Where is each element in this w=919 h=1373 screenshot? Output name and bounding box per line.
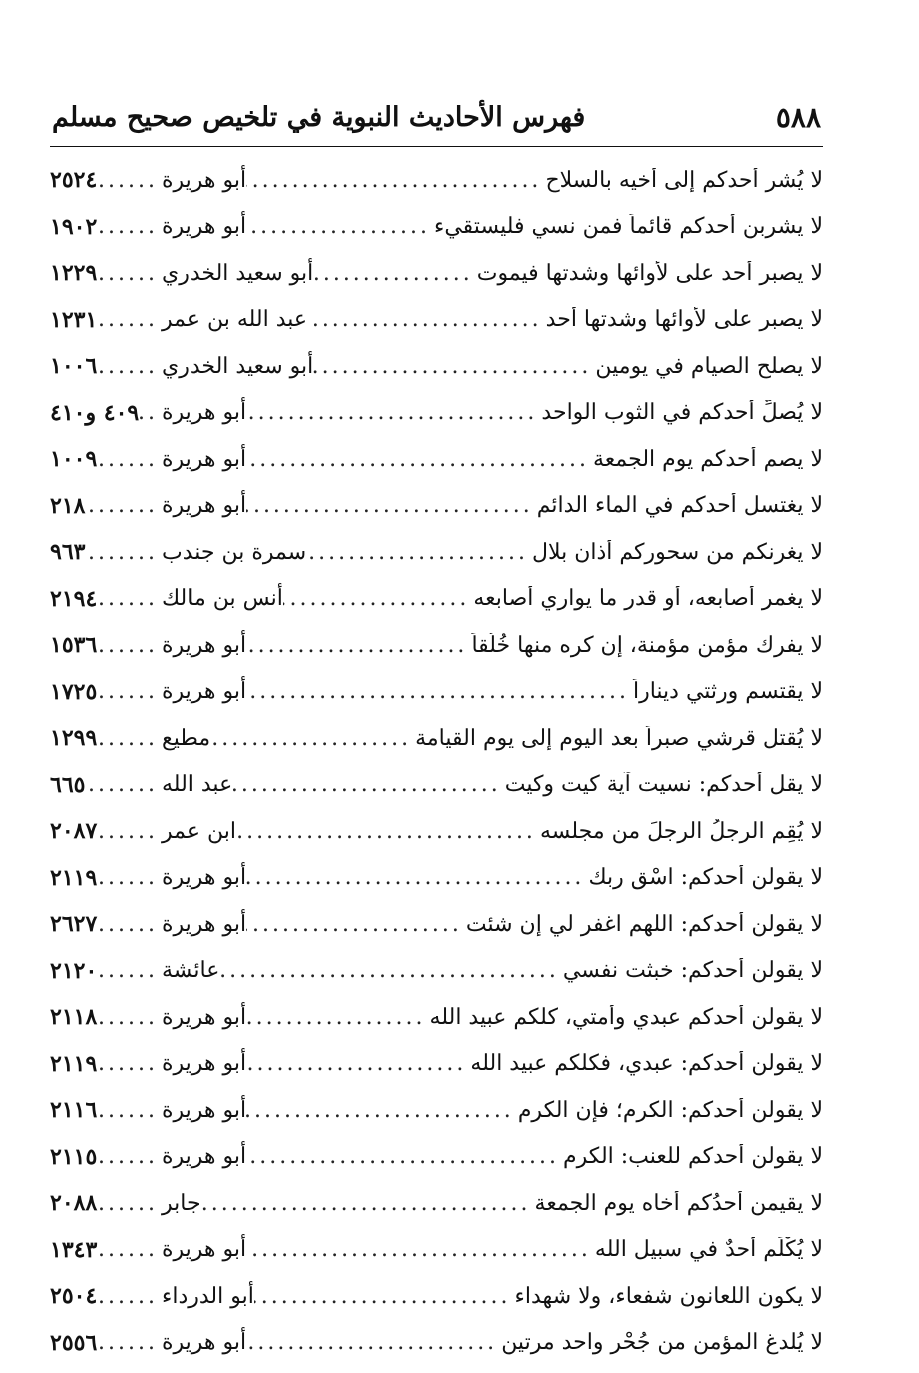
hadith-number: ٢١٨ xyxy=(50,492,86,519)
index-entry xyxy=(50,1273,823,1320)
narrator-name: أبو هريرة xyxy=(162,214,247,240)
hadith-number: ١٠٠٩ xyxy=(50,446,98,473)
narrator-name: سمرة بن جندب xyxy=(162,539,307,565)
leader-dots xyxy=(246,679,633,704)
narrator-name: أبو هريرة xyxy=(162,493,247,519)
index-entry xyxy=(50,622,823,669)
hadith-text: لا يغرنكم من سحوركم أذان بلال xyxy=(532,539,823,565)
hadith-text: لا يقولن أحدكم عبدي وأمتي، كلكم عبيد الله xyxy=(429,1004,823,1030)
leader-dots xyxy=(313,261,477,286)
leader-dots xyxy=(246,1237,595,1262)
hadith-number: ٢٠٨٨ xyxy=(50,1190,98,1217)
index-entry xyxy=(50,1134,823,1181)
leader-dots xyxy=(97,261,162,286)
index-entry xyxy=(50,1087,823,1134)
hadith-text: لا يصبر أحد على لأوائها وشدتها فيموت xyxy=(476,260,823,286)
index-entry xyxy=(50,576,823,623)
hadith-number: ٢١١٩ xyxy=(50,1050,98,1077)
leader-dots xyxy=(246,1051,470,1076)
hadith-index-list xyxy=(50,157,823,1366)
narrator-name: عائشة xyxy=(162,958,220,984)
leader-dots xyxy=(97,1144,162,1169)
leader-dots xyxy=(97,214,162,239)
narrator-name: أبو سعيد الخدري xyxy=(162,260,314,286)
index-entry xyxy=(50,483,823,530)
hadith-text: لا يُقِم الرجلُ الرجلَ من مجلسه xyxy=(539,818,823,844)
hadith-text: لا يُصلِّ أحدكم في الثوب الواحد xyxy=(541,400,823,426)
index-entry xyxy=(50,250,823,297)
leader-dots xyxy=(246,912,466,937)
hadith-number: ٢١٩٤ xyxy=(50,585,98,612)
leader-dots xyxy=(97,307,162,332)
hadith-text: لا يُلدغ المؤمن من جُحْر واحد مرتين xyxy=(501,1330,823,1356)
hadith-text: لا يقولن أحدكم: الكرم؛ فإن الكرم xyxy=(517,1097,823,1123)
hadith-text: لا يصم أحدكم يوم الجمعة xyxy=(593,446,823,472)
narrator-name: أبو هريرة xyxy=(162,911,247,937)
hadith-text: لا يقل أحدكم: نسيت آية كيت وكيت xyxy=(504,772,823,798)
narrator-name: أبو هريرة xyxy=(162,1237,247,1263)
leader-dots xyxy=(246,447,593,472)
leader-dots xyxy=(210,726,415,751)
hadith-number: ٤٠٩ و٤١٠ xyxy=(50,399,140,426)
hadith-number: ١٧٢٥ xyxy=(50,678,98,705)
leader-dots xyxy=(97,819,162,844)
leader-dots xyxy=(254,1284,515,1309)
leader-dots xyxy=(246,1098,518,1123)
leader-dots xyxy=(97,679,162,704)
leader-dots xyxy=(97,1284,162,1309)
leader-dots xyxy=(97,447,162,472)
hadith-number: ١٢٩٩ xyxy=(50,725,98,752)
index-entry xyxy=(50,1320,823,1367)
hadith-text: لا يُكْلَم أحدٌ في سبيل الله xyxy=(594,1237,823,1263)
leader-dots xyxy=(97,586,162,611)
index-entry xyxy=(50,1227,823,1274)
hadith-text: لا يشربن أحدكم قائماً فمن نسي فليستقيء xyxy=(434,214,823,240)
narrator-name: أبو سعيد الخدري xyxy=(162,353,314,379)
hadith-text: لا يفرك مؤمن مؤمنة، إن كره منها خُلُقاً xyxy=(471,632,823,658)
hadith-number: ١٠٠٦ xyxy=(50,353,98,380)
hadith-number: ٩٦٣ xyxy=(50,539,86,566)
leader-dots xyxy=(246,633,471,658)
narrator-name: أبو الدرداء xyxy=(162,1283,254,1309)
index-entry xyxy=(50,343,823,390)
hadith-number: ١٢٢٩ xyxy=(50,260,98,287)
hadith-text: لا يُقتل قرشي صبراً بعد اليوم إلى يوم القيامة xyxy=(415,725,823,751)
index-entry xyxy=(50,529,823,576)
leader-dots xyxy=(85,772,162,797)
hadith-text: لا يُشر أحدكم إلى أخيه بالسلاح xyxy=(545,167,823,193)
page-header xyxy=(52,95,821,139)
hadith-text: لا يقولن أحدكم: اللهم اغفر لي إن شئت xyxy=(465,911,823,937)
index-entry xyxy=(50,715,823,762)
leader-dots xyxy=(201,1191,535,1216)
leader-dots xyxy=(97,1051,162,1076)
hadith-text: لا يقولن أحدكم: اسْقِ ربك xyxy=(588,865,823,891)
leader-dots xyxy=(246,214,434,239)
hadith-text: لا يغتسل أحدكم في الماء الدائم xyxy=(536,493,823,519)
index-entry xyxy=(50,204,823,251)
hadith-text: لا يقتسم ورثتي ديناراً xyxy=(632,679,823,705)
leader-dots xyxy=(97,726,162,751)
leader-dots xyxy=(219,958,563,983)
leader-dots xyxy=(97,633,162,658)
hadith-number: ٢١١٩ xyxy=(50,864,98,891)
hadith-number: ١٥٣٦ xyxy=(50,632,98,659)
index-entry xyxy=(50,1180,823,1227)
leader-dots xyxy=(236,819,540,844)
hadith-number: ١٩٠٢ xyxy=(50,213,98,240)
leader-dots xyxy=(246,168,545,193)
narrator-name: أبو هريرة xyxy=(162,1051,247,1077)
leader-dots xyxy=(246,1005,429,1030)
hadith-number: ٢١١٨ xyxy=(50,1004,98,1031)
narrator-name: أبو هريرة xyxy=(162,865,247,891)
narrator-name: أبو هريرة xyxy=(162,1144,247,1170)
narrator-name: أبو هريرة xyxy=(162,1330,247,1356)
narrator-name: أبو هريرة xyxy=(162,400,247,426)
header-divider xyxy=(50,146,823,147)
leader-dots xyxy=(97,1191,162,1216)
index-entry xyxy=(50,436,823,483)
narrator-name: عبد الله xyxy=(162,772,233,798)
hadith-text: لا يصبر على لأوائها وشدتها أحد xyxy=(545,307,823,333)
narrator-name: أبو هريرة xyxy=(162,632,247,658)
narrator-name: ابن عمر xyxy=(162,818,236,844)
narrator-name: أبو هريرة xyxy=(162,1097,247,1123)
leader-dots xyxy=(306,540,532,565)
index-entry xyxy=(50,901,823,948)
index-entry xyxy=(50,948,823,995)
leader-dots xyxy=(97,1330,162,1355)
leader-dots xyxy=(232,772,505,797)
leader-dots xyxy=(246,400,541,425)
hadith-number: ٢١١٦ xyxy=(50,1097,98,1124)
leader-dots xyxy=(97,865,162,890)
hadith-number: ١٣٤٣ xyxy=(50,1236,98,1263)
leader-dots xyxy=(246,865,588,890)
narrator-name: جابر xyxy=(162,1190,201,1216)
leader-dots xyxy=(97,912,162,937)
hadith-text: لا يقولن أحدكم: خبثت نفسي xyxy=(562,958,823,984)
index-entry xyxy=(50,297,823,344)
narrator-name: أبو هريرة xyxy=(162,679,247,705)
hadith-number: ٢٦٢٧ xyxy=(50,911,98,938)
hadith-number: ٢٥٥٦ xyxy=(50,1329,98,1356)
narrator-name: أبو هريرة xyxy=(162,167,247,193)
hadith-number: ٦٦٥ xyxy=(50,771,86,798)
index-entry xyxy=(50,669,823,716)
narrator-name: أبو هريرة xyxy=(162,446,247,472)
leader-dots xyxy=(97,1237,162,1262)
leader-dots xyxy=(313,354,595,379)
leader-dots xyxy=(246,1144,563,1169)
hadith-number: ٢٥٠٤ xyxy=(50,1283,98,1310)
page-number: ٥٨٨ xyxy=(775,100,821,134)
leader-dots xyxy=(97,354,162,379)
narrator-name: عبد الله بن عمر xyxy=(162,307,308,333)
leader-dots xyxy=(85,493,162,518)
hadith-number: ٢٥٢٤ xyxy=(50,167,98,194)
index-entry xyxy=(50,762,823,809)
leader-dots xyxy=(307,307,546,332)
index-entry xyxy=(50,157,823,204)
hadith-text: لا يقيمن أحدُكم أخاه يوم الجمعة xyxy=(534,1190,823,1216)
leader-dots xyxy=(97,1005,162,1030)
hadith-number: ٢٠٨٧ xyxy=(50,818,98,845)
hadith-text: لا يقولن أحدكم للعنب: الكرم xyxy=(563,1144,823,1170)
index-entry xyxy=(50,390,823,437)
leader-dots xyxy=(139,400,162,425)
leader-dots xyxy=(283,586,474,611)
page-title: فهرس الأحاديث النبوية في تلخيص صحيح مسلم xyxy=(52,101,586,133)
index-entry xyxy=(50,1041,823,1088)
leader-dots xyxy=(246,1330,501,1355)
hadith-text: لا يقولن أحدكم: عبدي، فكلكم عبيد الله xyxy=(470,1051,823,1077)
leader-dots xyxy=(97,1098,162,1123)
index-entry xyxy=(50,994,823,1041)
narrator-name: مطيع xyxy=(162,725,211,751)
narrator-name: أبو هريرة xyxy=(162,1004,247,1030)
index-entry xyxy=(50,808,823,855)
hadith-text: لا يغمر أصابعه، أو قدر ما يواري أصابعه xyxy=(473,586,823,612)
index-entry xyxy=(50,855,823,902)
hadith-number: ١٢٣١ xyxy=(50,306,98,333)
hadith-text: لا يصلح الصيام في يومين xyxy=(595,353,823,379)
hadith-number: ٢١٢٠ xyxy=(50,957,98,984)
hadith-number: ٢١١٥ xyxy=(50,1143,98,1170)
leader-dots xyxy=(246,493,537,518)
hadith-text: لا يكون اللعانون شفعاء، ولا شهداء xyxy=(514,1283,823,1309)
narrator-name: أنس بن مالك xyxy=(162,586,283,612)
leader-dots xyxy=(97,168,162,193)
leader-dots xyxy=(85,540,162,565)
leader-dots xyxy=(97,958,162,983)
